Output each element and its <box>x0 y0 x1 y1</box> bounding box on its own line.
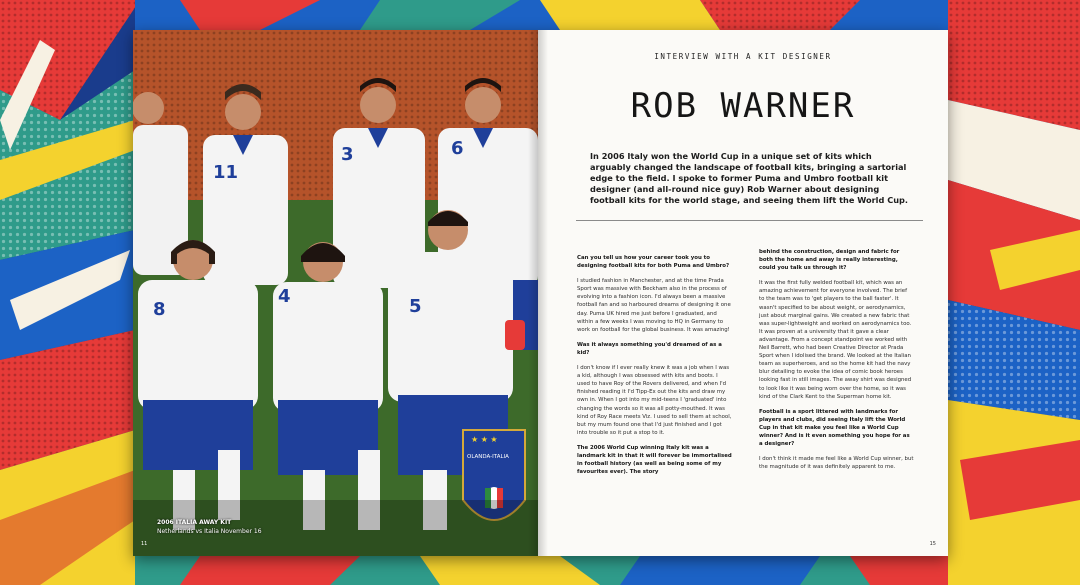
caption-subtitle: Netherlands vs Italia November 16 <box>157 528 262 535</box>
section-kicker: INTERVIEW WITH A KIT DESIGNER <box>654 52 832 61</box>
magazine-spread <box>133 30 948 556</box>
question: Can you tell us how your career took you to designing football kits for both Puma and Umbro? <box>577 255 730 270</box>
interview-page <box>538 30 948 556</box>
divider <box>576 220 923 221</box>
team-photo-illustration <box>133 30 538 556</box>
pennant-text: OLANDA-ITALIA <box>467 454 509 460</box>
shirt-number: 8 <box>153 299 166 320</box>
question: Football is a sport littered with landmarks for players and clubs, did seeing Italy lift the World Cup in that kit make you feel like a World Cup winner? And is it even something you hope for as a designer? <box>759 408 910 448</box>
shirt-number: 11 <box>213 162 239 183</box>
page-number-left: 11 <box>141 541 148 547</box>
svg-text:★ ★ ★: ★ ★ ★ <box>471 435 498 444</box>
article-title: ROB WARNER <box>630 86 856 126</box>
book-gutter <box>528 30 548 556</box>
answer: I studied fashion in Manchester, and at the time Prada Sport was massive with Beckham also in the process of evolving into a fashion icon. I'd always been a massive football fan and so harboured dreams of designing it one day. Puma UK hired me just before I graduated, and within a few weeks I was moving to HQ in Germany to work on football for the global business. It was amazing! <box>577 278 731 333</box>
question: behind the construction, design and fabric for both the home and away is really interesting, could you talk us through it? <box>759 249 900 272</box>
team-photo <box>133 30 538 556</box>
answer: I don't think it made me feel like a World Cup winner, but the magnitude of it was definitely apparent to me. <box>759 456 914 471</box>
shirt-number: 4 <box>278 286 291 307</box>
text-column-left <box>577 254 732 483</box>
article-intro: In 2006 Italy won the World Cup in a unique set of kits which arguably changed the landscape of football kits, bringing a sartorial edge to the field. I spoke to former Puma and Umbro football kit designer (and all-round nice guy) Rob Warner about designing football kits for the world stage, and seeing them lift the World Cup. <box>590 151 908 205</box>
shirt-number: 3 <box>341 144 354 165</box>
shirt-number: 5 <box>409 296 422 317</box>
text-column-right <box>759 248 914 478</box>
shirt-number: 6 <box>451 138 464 159</box>
page-number-right: 15 <box>929 541 936 547</box>
answer: It was the first fully welded football kit, which was an amazing achievement for everyone involved. The brief to the team was to 'get players to the ball faster'. It wasn't specified to be about weight, or aerodynamics, just about marginal gains. We created a new fabric that was super-lightweight and worked on aerodynamics too. It was proven at a university that it gave a clear advantage. From a concept standpoint we worked with Neil Barrett, who had been Creative Director at Prada Sport when I idolised the brand. We looked at the Italian team as superheroes, and so the home kit had the navy blur detailing to evoke the idea of comic book heroes looking fast in still images. The away shirt was designed to look like it was being worn over the home, so it was kind of the Clark Kent to the Superman home kit. <box>759 280 912 400</box>
photo-caption <box>157 518 262 536</box>
question: Was it always something you'd dreamed of as a kid? <box>577 341 722 356</box>
caption-title: 2006 ITALIA AWAY KIT <box>157 519 232 526</box>
question: The 2006 World Cup winning Italy kit was a landmark kit in that it will forever be immortalised in football history (as well as being some of my favourites ever). The story <box>577 444 732 476</box>
answer: I don't know if I ever really knew it was a job when I was a kid, although I was obsessed with kits and boots. I used to have Roy of the Rovers delivered, and when I'd finished reading it I'd Tipp-Ex out the kits and draw my own in. When I got into my mid-teens I 'graduated' into changing the words so it was all potty-mouthed. It was kind of Roy Race meets Viz. I used to sell them at school, but my mum found one that I'd just finished and I got into trouble so it put a stop to it. <box>577 365 732 436</box>
